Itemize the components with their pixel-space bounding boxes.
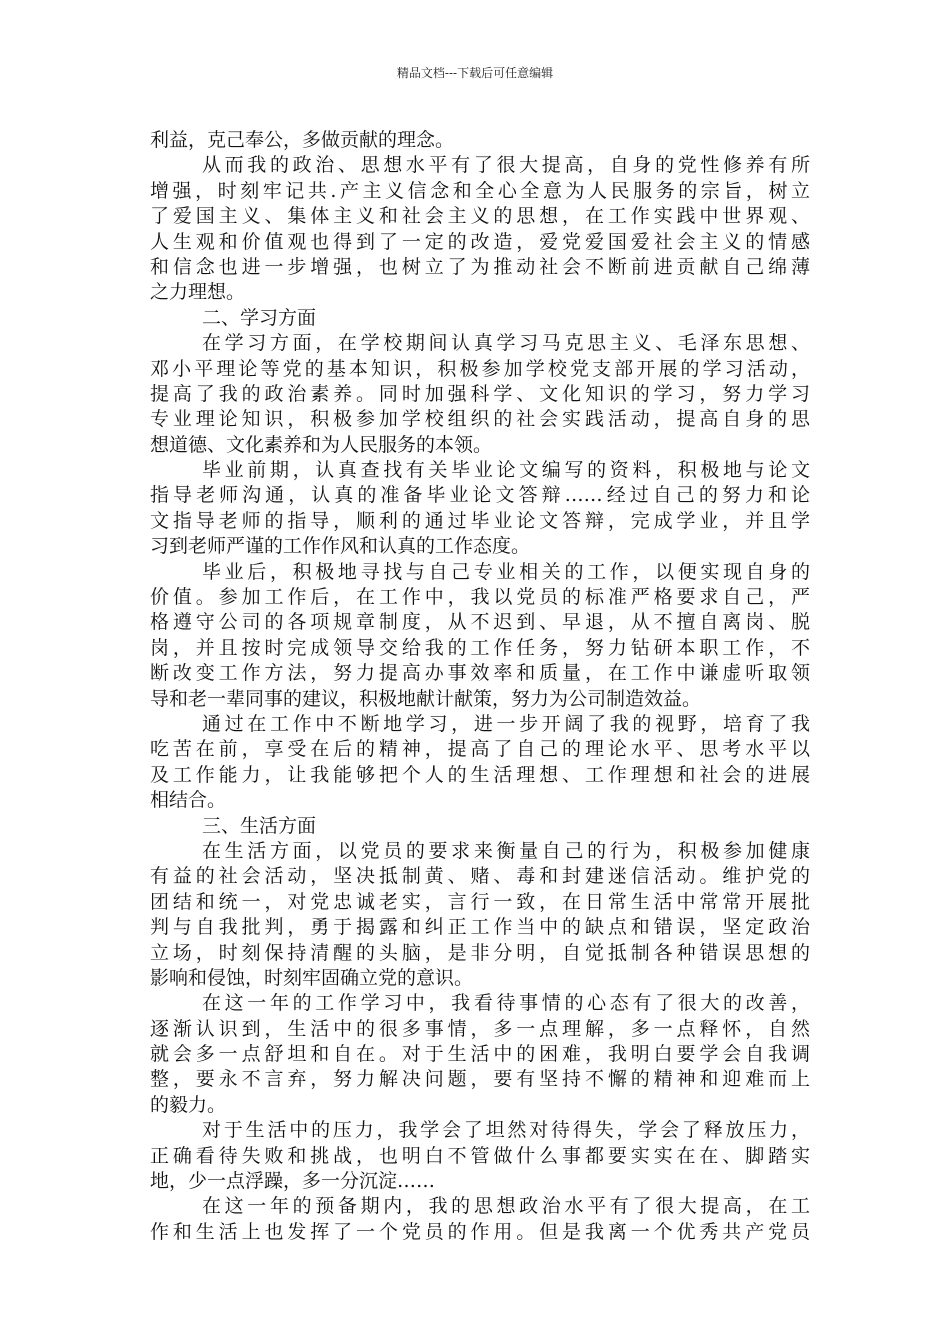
text-line: 相结合。 [150,789,227,812]
text-line: 在这一年的工作学习中，我看待事情的心态有了很大的改善， [202,992,810,1015]
text-line: 及工作能力，让我能够把个人的生活理想、工作理想和社会的进展 [150,763,810,786]
text-line: 从而我的政治、思想水平有了很大提高，自身的党性修养有所 [202,154,810,177]
text-line: 断改变工作方法，努力提高办事效率和质量，在工作中谦虚听取领 [150,662,810,685]
text-line: 毕业前期，认真查找有关毕业论文编写的资料，积极地与论文 [202,459,810,482]
text-line: 逐渐认识到，生活中的很多事情，多一点理解，多一点释怀，自然 [150,1017,810,1040]
text-line: 毕业后，积极地寻找与自己专业相关的工作，以便实现自身的 [202,560,810,583]
text-line: 立场，时刻保持清醒的头脑，是非分明，自觉抵制各种错误思想的 [150,941,810,964]
text-line: 岗，并且按时完成领导交给我的工作任务，努力钻研本职工作，不 [150,636,810,659]
text-line: 利益，克己奉公，多做贡献的理念。 [150,129,455,151]
text-line: 吃苦在前，享受在后的精神，提高了自己的理论水平、思考水平以 [150,738,810,761]
text-line: 提高了我的政治素养。同时加强科学、文化知识的学习，努力学习 [150,382,810,405]
text-line: 增强，时刻牢记共.产主义信念和全心全意为人民服务的宗旨，树立 [150,179,810,202]
text-line: 习到老师严谨的工作作风和认真的工作态度。 [150,535,531,558]
text-line: 地，少一点浮躁，多一分沉淀…… [150,1170,436,1193]
text-line: 通过在工作中不断地学习，进一步开阔了我的视野，培育了我 [202,712,810,735]
document-body [150,128,810,1245]
text-line: 作和生活上也发挥了一个党员的作用。但是我离一个优秀共产党员 [150,1220,810,1243]
text-line: 想道德、文化素养和为人民服务的本领。 [150,433,493,456]
text-line: 正确看待失败和挑战，也明白不管做什么事都要实实在在、脚踏实 [150,1144,810,1167]
text-line: 价值。参加工作后，在工作中，我以党员的标准严格要求自己，严 [150,586,810,609]
text-line: 在生活方面，以党员的要求来衡量自己的行为，积极参加健康 [202,839,810,862]
text-line: 有益的社会活动，坚决抵制黄、赌、毒和封建迷信活动。维护党的 [150,865,810,888]
text-line: 整，要永不言弃，努力解决问题，要有坚持不懈的精神和迎难而上 [150,1068,810,1091]
text-line: 导和老一辈同事的建议，积极地献计献策，努力为公司制造效益。 [150,687,702,710]
text-line: 人生观和价值观也得到了一定的改造，爱党爱国爱社会主义的情感 [150,230,810,253]
text-line: 就会多一点舒坦和自在。对于生活中的困难，我明白要学会自我调 [150,1043,810,1066]
page-header: 精品文档---下载后可任意编辑 [396,66,554,80]
text-line: 影响和侵蚀，时刻牢固确立党的意识。 [150,966,474,989]
text-line: 指导老师沟通，认真的准备毕业论文答辩……经过自己的努力和论 [150,484,810,507]
text-line: 文指导老师的指导，顺利的通过毕业论文答辩，完成学业，并且学 [150,509,810,532]
text-line: 邓小平理论等党的基本知识，积极参加学校党支部开展的学习活动， [150,357,810,380]
text-line: 三、生活方面 [202,814,317,837]
text-line: 在这一年的预备期内，我的思想政治水平有了很大提高，在工 [202,1195,810,1218]
text-line: 对于生活中的压力，我学会了坦然对待得失，学会了释放压力， [202,1119,810,1142]
text-line: 在学习方面，在学校期间认真学习马克思主义、毛泽东思想、 [202,332,810,355]
text-line: 判与自我批判，勇于揭露和纠正工作当中的缺点和错误，坚定政治 [150,916,810,939]
text-line: 专业理论知识，积极参加学校组织的社会实践活动，提高自身的思 [150,408,810,431]
text-line: 二、学习方面 [202,306,317,329]
text-line: 格遵守公司的各项规章制度，从不迟到、早退，从不擅自离岗、脱 [150,611,810,634]
text-line: 的毅力。 [150,1093,227,1116]
text-line: 和信念也进一步增强，也树立了为推动社会不断前进贡献自己绵薄 [150,255,810,278]
text-line: 之力理想。 [150,281,246,304]
text-line: 了爱国主义、集体主义和社会主义的思想，在工作实践中世界观、 [150,205,810,228]
text-line: 团结和统一，对党忠诚老实，言行一致，在日常生活中常常开展批 [150,890,810,913]
